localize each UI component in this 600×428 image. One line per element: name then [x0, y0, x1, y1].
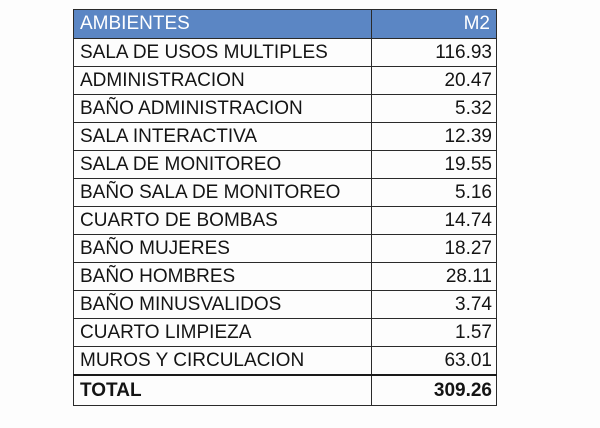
header-ambientes: AMBIENTES: [74, 10, 372, 39]
row-name: BAÑO ADMINISTRACION: [74, 95, 372, 123]
row-value: 116.93: [371, 39, 496, 67]
row-value: 20.47: [371, 67, 496, 95]
row-value: 5.16: [371, 179, 496, 207]
table-row: [74, 95, 497, 123]
areas-table: [73, 9, 497, 406]
row-name: MUROS Y CIRCULACION: [74, 347, 372, 376]
row-name: SALA INTERACTIVA: [74, 123, 372, 151]
table-header-row: [74, 10, 497, 39]
total-value: 309.26: [371, 375, 496, 406]
row-value: 28.11: [371, 263, 496, 291]
row-value: 63.01: [371, 347, 496, 376]
total-row: [74, 375, 497, 406]
row-value: 5.32: [371, 95, 496, 123]
row-name: ADMINISTRACION: [74, 67, 372, 95]
table-row: [74, 151, 497, 179]
row-name: BAÑO HOMBRES: [74, 263, 372, 291]
row-name: BAÑO MUJERES: [74, 235, 372, 263]
table-row: [74, 235, 497, 263]
row-name: CUARTO LIMPIEZA: [74, 319, 372, 347]
header-m2: M2: [371, 10, 496, 39]
row-value: 18.27: [371, 235, 496, 263]
total-label: TOTAL: [74, 375, 372, 406]
table-row: [74, 347, 497, 376]
row-value: 12.39: [371, 123, 496, 151]
row-name: SALA DE USOS MULTIPLES: [74, 39, 372, 67]
row-value: 1.57: [371, 319, 496, 347]
table-row: [74, 319, 497, 347]
table-row: [74, 179, 497, 207]
table-row: [74, 39, 497, 67]
table-row: [74, 207, 497, 235]
table-row: [74, 263, 497, 291]
table-row: [74, 67, 497, 95]
row-value: 14.74: [371, 207, 496, 235]
row-name: SALA DE MONITOREO: [74, 151, 372, 179]
row-value: 19.55: [371, 151, 496, 179]
row-name: CUARTO DE BOMBAS: [74, 207, 372, 235]
row-name: BAÑO MINUSVALIDOS: [74, 291, 372, 319]
table-row: [74, 291, 497, 319]
row-value: 3.74: [371, 291, 496, 319]
table-row: [74, 123, 497, 151]
row-name: BAÑO SALA DE MONITOREO: [74, 179, 372, 207]
